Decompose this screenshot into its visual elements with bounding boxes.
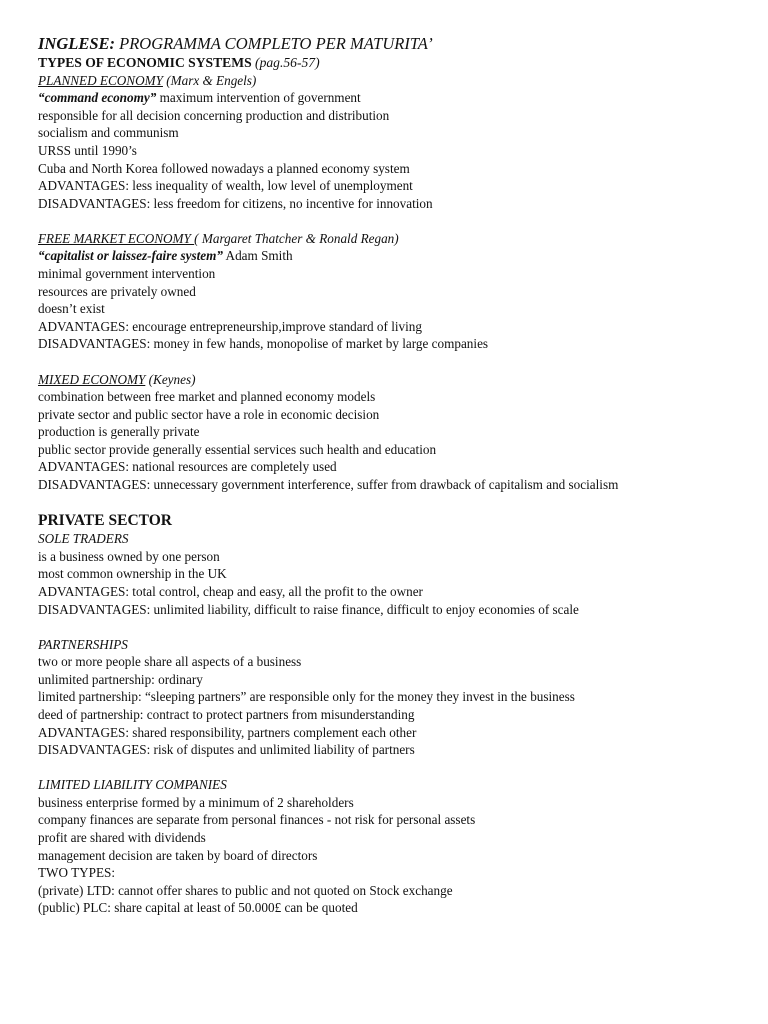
spacer: [38, 353, 758, 371]
limited-line: business enterprise formed by a minimum of 2 shareholders: [38, 794, 354, 810]
partnerships-line: two or more people share all aspects of a business: [38, 654, 302, 670]
planned-economy-authors: (Marx & Engels): [162, 72, 257, 88]
free-market-term: “capitalist or laissez-faire system”: [38, 248, 223, 264]
free-line: minimal government intervention: [38, 266, 216, 282]
document-page: [38, 34, 758, 917]
types-heading-text: TYPES OF ECONOMIC SYSTEMS: [38, 55, 252, 70]
planned-line: responsible for all decision concerning production and distribution: [38, 107, 390, 123]
mixed-economy-name: MIXED ECONOMY: [38, 371, 146, 387]
title-rest: PROGRAMMA COMPLETO PER MATURITA’: [115, 34, 433, 53]
limited-line: company finances are separate from personal finances - not risk for personal assets: [38, 812, 476, 828]
planned-advantages: ADVANTAGES: less inequality of wealth, low level of unemployment: [38, 178, 413, 194]
planned-line: socialism and communism: [38, 125, 179, 141]
spacer: [38, 759, 758, 777]
limited-line: management decision are taken by board of directors: [38, 847, 318, 863]
planned-economy-name: PLANNED ECONOMY: [38, 72, 163, 88]
free-line: doesn’t exist: [38, 301, 105, 317]
sole-line: most common ownership in the UK: [38, 566, 227, 582]
spacer: [38, 618, 758, 636]
free-line: resources are privately owned: [38, 283, 196, 299]
partnerships-heading: PARTNERSHIPS: [38, 636, 128, 652]
mixed-economy-heading: [38, 371, 758, 389]
spacer: [38, 494, 758, 512]
mixed-disadvantages: DISADVANTAGES: unnecessary government interference, suffer from drawback of capitalism and socialism: [38, 477, 619, 493]
planned-economy-term: “command economy”: [38, 90, 157, 106]
planned-economy-heading: [38, 72, 758, 90]
limited-plc: (public) PLC: share capital at least of 50.000£ can be quoted: [38, 900, 358, 916]
spacer: [38, 212, 758, 230]
planned-line: URSS until 1990’s: [38, 142, 137, 158]
planned-line: Cuba and North Korea followed nowadays a planned economy system: [38, 160, 410, 176]
free-market-term-line: [38, 247, 758, 265]
mixed-economy-authors: (Keynes): [145, 371, 196, 387]
free-market-term-rest: Adam Smith: [222, 248, 293, 264]
limited-line: profit are shared with dividends: [38, 830, 206, 846]
mixed-line: private sector and public sector have a role in economic decision: [38, 406, 380, 422]
title-lead: INGLESE:: [38, 34, 116, 53]
private-sector-heading: PRIVATE SECTOR: [38, 512, 172, 530]
mixed-line: combination between free market and planned economy models: [38, 389, 376, 405]
mixed-line: public sector provide generally essential services such health and education: [38, 441, 437, 457]
sole-advantages: ADVANTAGES: total control, cheap and easy, all the profit to the owner: [38, 583, 423, 599]
free-market-authors: ( Margaret Thatcher & Ronald Regan): [194, 230, 399, 246]
planned-economy-term-rest: maximum intervention of government: [156, 90, 361, 106]
free-market-name: FREE MARKET ECONOMY: [38, 230, 195, 246]
partnerships-line: unlimited partnership: ordinary: [38, 671, 203, 687]
free-disadvantages: DISADVANTAGES: money in few hands, monopolise of market by large companies: [38, 336, 489, 352]
limited-two-types: TWO TYPES:: [38, 865, 116, 881]
sole-traders-heading: SOLE TRADERS: [38, 531, 129, 547]
document-title: [38, 34, 758, 54]
free-advantages: ADVANTAGES: encourage entrepreneurship,improve standard of living: [38, 318, 422, 334]
planned-disadvantages: DISADVANTAGES: less freedom for citizens, no incentive for innovation: [38, 195, 433, 211]
mixed-line: production is generally private: [38, 424, 200, 440]
free-market-heading: [38, 230, 758, 248]
limited-companies-heading: LIMITED LIABILITY COMPANIES: [38, 777, 227, 793]
partnerships-advantages: ADVANTAGES: shared responsibility, partners complement each other: [38, 724, 417, 740]
partnerships-line: limited partnership: “sleeping partners” are responsible only for the money they invest in the business: [38, 689, 575, 705]
types-heading: [38, 54, 758, 72]
sole-line: is a business owned by one person: [38, 548, 220, 564]
mixed-advantages: ADVANTAGES: national resources are completely used: [38, 459, 337, 475]
partnerships-line: deed of partnership: contract to protect partners from misunderstanding: [38, 707, 415, 722]
types-page-ref: (pag.56-57): [251, 55, 320, 70]
partnerships-disadvantages: DISADVANTAGES: risk of disputes and unlimited liability of partners: [38, 742, 415, 758]
limited-ltd: (private) LTD: cannot offer shares to public and not quoted on Stock exchange: [38, 882, 453, 898]
planned-economy-term-line: [38, 89, 758, 107]
sole-disadvantages: DISADVANTAGES: unlimited liability, difficult to raise finance, difficult to enjoy economies of scale: [38, 601, 579, 617]
